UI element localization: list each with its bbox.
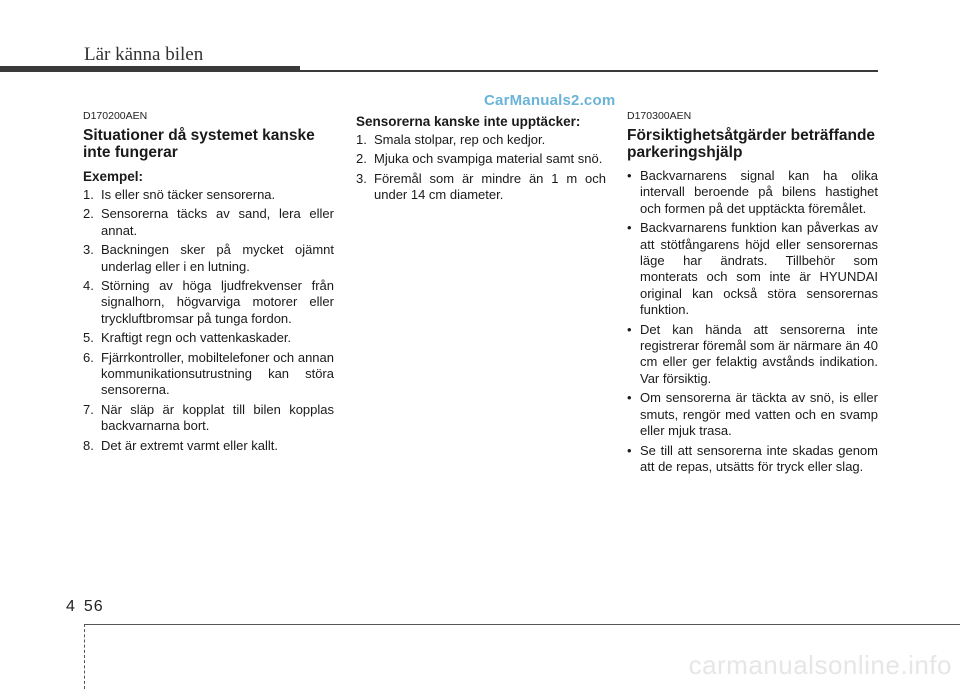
page-number-value: 56 <box>83 598 104 615</box>
section-heading: Försiktighetsåtgärder beträffande parkeringshjälp <box>627 127 876 161</box>
footer-rule <box>84 624 960 625</box>
list-item: • Backvarnarens signal kan ha olika intervall beroende på bilens hastighet och formen på det upptäckta föremålet. <box>627 168 878 216</box>
section-heading: Situationer då systemet kanske inte fungerar <box>83 127 315 161</box>
watermark-bottom[interactable]: carmanualsonline.info <box>688 650 952 680</box>
list-item: 8. Det är extremt varmt eller kallt. <box>83 437 278 453</box>
section-code: D170300AEN <box>627 110 692 122</box>
watermark-top[interactable]: CarManuals2.com <box>484 92 616 109</box>
page-number <box>66 598 104 616</box>
header-rule-thick <box>0 66 300 72</box>
list-item: 6. Fjärrkontroller, mobiltelefoner och annan kommunikationsutrustning kan störa sensorerna. <box>83 349 334 398</box>
footer-divider <box>84 624 86 689</box>
header-rule-thin <box>300 70 878 72</box>
section-code: D170200AEN <box>83 110 148 122</box>
examples-label: Exempel: <box>83 169 144 184</box>
numbered-list <box>83 187 334 454</box>
numbered-list <box>356 132 606 204</box>
column-2 <box>356 113 606 207</box>
section-number: 4 <box>66 598 76 615</box>
list-item: 3. Föremål som är mindre än 1 m och under 14 cm diameter. <box>356 170 606 203</box>
list-item: 1. Is eller snö täcker sensorerna. <box>83 187 276 202</box>
list-item: 2. Mjuka och svampiga material samt snö. <box>356 151 603 167</box>
list-item: 1. Smala stolpar, rep och kedjor. <box>356 132 546 147</box>
column-3 <box>627 110 878 478</box>
list-item: • Backvarnarens funktion kan påverkas av att stötfångarens höjd eller sensorernas läge har ändrats. Tillbehör som monterats och som inte är HYUNDAI original kan också störa sensorernas funktion. <box>627 220 878 318</box>
list-item: • Det kan hända att sensorerna inte registrerar föremål som är närmare än 40 cm eller ger felaktig avstånds indikation. Var försiktig. <box>627 321 878 386</box>
list-item: 2. Sensorerna täcks av sand, lera eller annat. <box>83 206 334 238</box>
bullet-list <box>627 168 878 475</box>
list-item: 4. Störning av höga ljudfrekvenser från signalhorn, högvarviga motorer eller tryckluftbromsar på tunga fordon. <box>83 278 334 326</box>
list-item: 5. Kraftigt regn och vattenkaskader. <box>83 330 292 346</box>
list-item: 7. När släp är kopplat till bilen kopplas backvarnarna bort. <box>83 401 334 434</box>
not-detected-label: Sensorerna kanske inte upptäcker: <box>356 114 581 129</box>
list-item: • Se till att sensorerna inte skadas genom att de repas, utsätts för tryck eller slag. <box>627 442 878 474</box>
list-item: • Om sensorerna är täckta av snö, is eller smuts, rengör med vatten och en svamp eller mjuk trasa. <box>627 390 878 439</box>
list-item: 3. Backningen sker på mycket ojämnt underlag eller i en lutning. <box>83 242 334 274</box>
column-1 <box>83 110 334 457</box>
page-header-title: Lär känna bilen <box>84 44 204 65</box>
